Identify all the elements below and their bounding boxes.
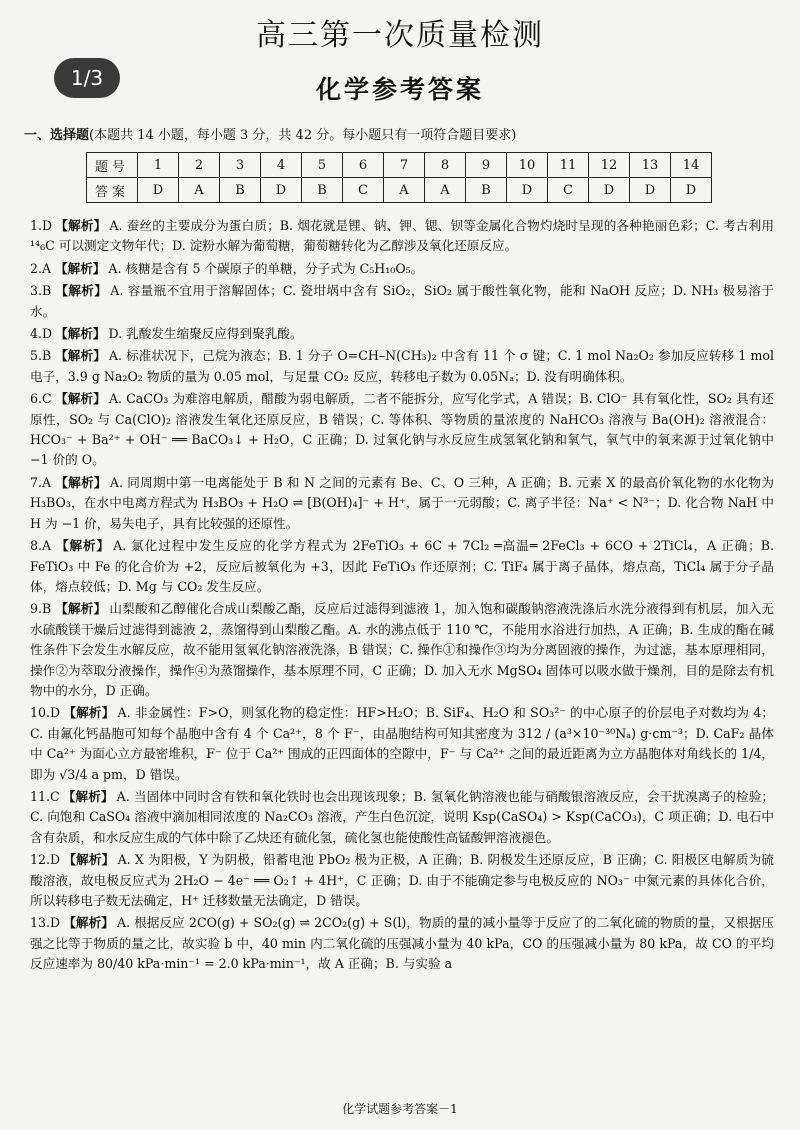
- answer-cell: B: [302, 178, 343, 203]
- item-text: A. 蚕丝的主要成分为蛋白质；B. 烟花就是锂、钠、钾、锶、钡等金属化合物灼烧时呈现的各种艳丽色彩；C. 考古利用 ¹⁴₆C 可以测定文物年代；D. 淀粉水解为葡萄糖，葡萄糖转化为乙醇涉及氧化还原反应。: [30, 218, 774, 254]
- document-subtitle: 化学参考答案: [315, 75, 484, 104]
- answer-cell: A: [425, 178, 466, 203]
- analysis-tag: 【解析】: [62, 788, 114, 804]
- explanation-item: [30, 536, 774, 597]
- answer-cell: D: [138, 178, 179, 203]
- item-number: 2.A: [30, 260, 52, 276]
- explanation-item: [30, 599, 774, 701]
- question-number: 6: [343, 153, 384, 178]
- item-number: 6.C: [30, 391, 52, 407]
- answer-cell: D: [671, 178, 712, 203]
- answer-cell: C: [343, 178, 384, 203]
- analysis-tag: 【解析】: [55, 218, 107, 233]
- page-badge: 1/3: [54, 58, 120, 98]
- question-number: 9: [466, 153, 507, 178]
- question-number: 12: [589, 153, 630, 178]
- answer-cell: A: [179, 178, 220, 203]
- question-number: 8: [425, 153, 466, 178]
- explanations: [30, 216, 774, 977]
- item-text: A. 当固体中同时含有铁和氧化铁时也会出现该现象；B. 氢氧化钠溶液也能与硝酸银溶液反应，会干扰溴离子的检验；C. 向饱和 CaSO₄ 溶液中滴加相同浓度的 Na₂CO₃ 溶液，产生白色沉淀，说明 Ksp(CaSO₄) > Ksp(CaCO₃)，C 项正确；D. 电石中含有杂质，和水反应生成的气体中除了乙炔还有硫化氢，硫化氢也能使酸性高锰酸钾溶液褪色。: [30, 788, 774, 845]
- question-number: 7: [384, 153, 425, 178]
- answer-cell: D: [261, 178, 302, 203]
- item-text: A. 同周期中第一电离能处于 B 和 N 之间的元素有 Be、C、O 三种，A 正确；B. 元素 X 的最高价氧化物的水化物为 H₃BO₃，在水中电离方程式为 H₃BO₃ + H₂O ⇌ [B(OH)₄]⁻ + H⁺，属于一元弱酸；C. 离子半径：Na⁺ < N³⁻；D. 化合物 NaH 中 H 为 −1 价，易失电子，具有比较强的还原性。: [30, 474, 775, 531]
- answer-cell: D: [507, 178, 548, 203]
- analysis-tag: 【解析】: [55, 326, 106, 342]
- answer-cell: A: [384, 178, 425, 203]
- question-number: 10: [507, 153, 548, 178]
- analysis-tag: 【解析】: [55, 348, 106, 364]
- question-number: 14: [671, 153, 712, 178]
- item-text: A. 标准状况下，己烷为液态；B. 1 分子 O=CH–N(CH₃)₂ 中含有 11 个 σ 键；C. 1 mol Na₂O₂ 参加反应转移 1 mol 电子，3.9 g Na₂O₂ 物质的量为 0.05 mol，与足量 CO₂ 反应，转移电子数为 0.05Nₐ；D. 没有明确体积。: [30, 348, 774, 384]
- item-text: A. 氯化过程中发生反应的化学方程式为 2FeTiO₃ + 6C + 7Cl₂ ═高温═ 2FeCl₃ + 6CO + 2TiCl₄，A 正确；B. FeTiO₃ 中 Fe 的化合价为 +2，反应后被氧化为 +3，因此 FeTiO₃ 作还原剂；C. TiF₄ 属于离子晶体，熔点高，TiCl₄ 属于分子晶体，熔点较低；D. Mg 与 CO₂ 发生反应。: [30, 538, 774, 594]
- question-number: 13: [630, 153, 671, 178]
- question-number: 3: [220, 153, 261, 178]
- answer-cell: D: [630, 178, 671, 203]
- answer-cell: B: [466, 178, 507, 203]
- answer-cell: D: [589, 178, 630, 203]
- page-footer: 化学试题参考答案－1: [342, 1102, 458, 1116]
- question-number: 1: [138, 153, 179, 178]
- question-number: 11: [548, 153, 589, 178]
- answer-table-answers-row: [87, 178, 712, 203]
- item-text: A. 非金属性：F>O，则氢化物的稳定性：HF>H₂O；B. SiF₄、H₂O 和 SO₃²⁻ 的中心原子的价层电子对数均为 4；C. 由氟化钙晶胞可知每个晶胞中含有 4 个 Ca²⁺，8 个 F⁻，由晶胞结构可知其密度为 312 / (a³×10⁻³⁰Nₐ) g·cm⁻³；D. CaF₂ 晶体中 Ca²⁺ 为面心立方最密堆积，F⁻ 位于 Ca²⁺ 围成的正四面体的空隙中，F⁻ 与 Ca²⁺ 之间的最近距离为立方晶胞体对角线长的 1/4，即为 √3/4 a pm，D 错误。: [30, 705, 774, 782]
- section-heading: [24, 124, 516, 143]
- analysis-tag: 【解析】: [55, 538, 111, 554]
- item-number: 13.D: [30, 915, 61, 931]
- analysis-tag: 【解析】: [63, 852, 115, 868]
- explanation-item: [30, 324, 774, 344]
- answer-table: [86, 152, 712, 203]
- item-text: A. 核糖是含有 5 个碳原子的单糖，分子式为 C₅H₁₀O₅。: [108, 260, 424, 276]
- item-number: 3.B: [30, 283, 52, 299]
- question-number: 2: [179, 153, 220, 178]
- item-number: 11.C: [30, 788, 60, 804]
- analysis-tag: 【解析】: [63, 705, 115, 721]
- explanation-item: [30, 216, 774, 257]
- analysis-tag: 【解析】: [55, 601, 107, 617]
- item-text: A. 根据反应 2CO(g) + SO₂(g) ⇌ 2CO₂(g) + S(l)，物质的量的减小量等于反应了的二氧化硫的物质的量，又根据压强之比等于物质的量之比，故实验 b 中，40 min 内二氧化硫的压强减小量为 40 kPa，CO 的压强减小量为 80 kPa，故 CO 的平均反应速率为 80/40 kPa·min⁻¹ = 2.0 kPa·min⁻¹，故 A 正确；B. 与实验 a: [30, 915, 774, 972]
- section-note: (本题共 14 小题，每小题 3 分，共 42 分。每小题只有一项符合题目要求): [89, 128, 517, 143]
- item-number: 8.A: [30, 538, 52, 554]
- explanation-item: [30, 787, 774, 848]
- explanation-item: [30, 346, 774, 387]
- answer-table-numbers-row: [87, 153, 712, 178]
- analysis-tag: 【解析】: [55, 391, 106, 407]
- item-number: 9.B: [30, 601, 52, 617]
- item-number: 10.D: [30, 705, 61, 721]
- section-title: 一、选择题: [24, 128, 90, 143]
- explanation-item: [30, 703, 774, 785]
- explanation-item: [30, 281, 774, 322]
- analysis-tag: 【解析】: [63, 915, 114, 931]
- item-number: 5.B: [30, 348, 52, 364]
- row-label-answer: 答案: [87, 178, 138, 203]
- explanation-item: [30, 473, 774, 534]
- explanation-item: [30, 850, 774, 911]
- explanation-item: [30, 259, 774, 279]
- item-number: 4.D: [30, 326, 53, 342]
- row-label-number: 题号: [87, 153, 138, 178]
- explanation-item: [30, 913, 774, 974]
- item-text: A. X 为阳极，Y 为阴极，铅蓄电池 PbO₂ 极为正极，A 正确；B. 阴极发生还原反应，B 正确；C. 阳极区电解质为硫酸溶液，故电极反应式为 2H₂O − 4e⁻ ══ O₂↑ + 4H⁺，C 正确；D. 由于不能确定参与电极反应的 NO₃⁻ 中氮元素的具体化合价，所以转移电子数无法确定，H⁺ 迁移数量无法确定，D 错误。: [30, 852, 774, 908]
- analysis-tag: 【解析】: [55, 260, 106, 276]
- item-number: 7.A: [30, 474, 52, 490]
- item-number: 1.D: [30, 218, 53, 233]
- item-number: 12.D: [30, 852, 61, 868]
- item-text: A. CaCO₃ 为难溶电解质，醋酸为弱电解质，二者不能拆分，应写化学式，A 错误；B. ClO⁻ 具有氧化性，SO₂ 具有还原性，SO₂ 与 Ca(ClO)₂ 溶液发生氧化还原反应，B 错误；C. 等体积、等物质的量浓度的 NaHCO₃ 溶液与 Ba(OH)₂ 溶液混合：HCO₃⁻ + Ba²⁺ + OH⁻ ══ BaCO₃↓ + H₂O，C 正确；D. 过氧化钠与水反应生成氢氧化钠和氧气，氧气中的氧来源于过氧化钠中 −1 价的 O。: [30, 391, 774, 468]
- question-number: 4: [261, 153, 302, 178]
- analysis-tag: 【解析】: [55, 474, 107, 490]
- answer-cell: C: [548, 178, 589, 203]
- exam-title: 高三第一次质量检测: [256, 18, 544, 53]
- explanation-item: [30, 389, 774, 471]
- analysis-tag: 【解析】: [55, 283, 108, 299]
- question-number: 5: [302, 153, 343, 178]
- answer-cell: B: [220, 178, 261, 203]
- item-text: 山梨酸和乙醇催化合成山梨酸乙酯，反应后过滤得到滤液 1，加入饱和碳酸钠溶液洗涤后水洗分液得到有机层，加入无水硫酸镁干燥后过滤得到滤液 2，蒸馏得到山梨酸乙酯。A. 水的沸点低于 110 ℃，不能用水浴进行加热，A 正确；B. 生成的酯在碱性条件下会发生水解反应，故不能用氢氧化钠溶液洗涤，B 错误；C. 操作①和操作③均为分离固液的操作，为过滤，基本原理相同，操作②为萃取分液操作，操作④为蒸馏操作，基本原理不同，C 正确；D. 加入无水 MgSO₄ 固体可以吸水做干燥剂，目的是除去有机物中的水分，D 正确。: [30, 601, 774, 698]
- item-text: D. 乳酸发生缩聚反应得到聚乳酸。: [108, 326, 303, 342]
- item-text: A. 容量瓶不宜用于溶解固体；C. 瓷坩埚中含有 SiO₂，SiO₂ 属于酸性氧化物，能和 NaOH 反应；D. NH₃ 极易溶于水。: [30, 283, 774, 319]
